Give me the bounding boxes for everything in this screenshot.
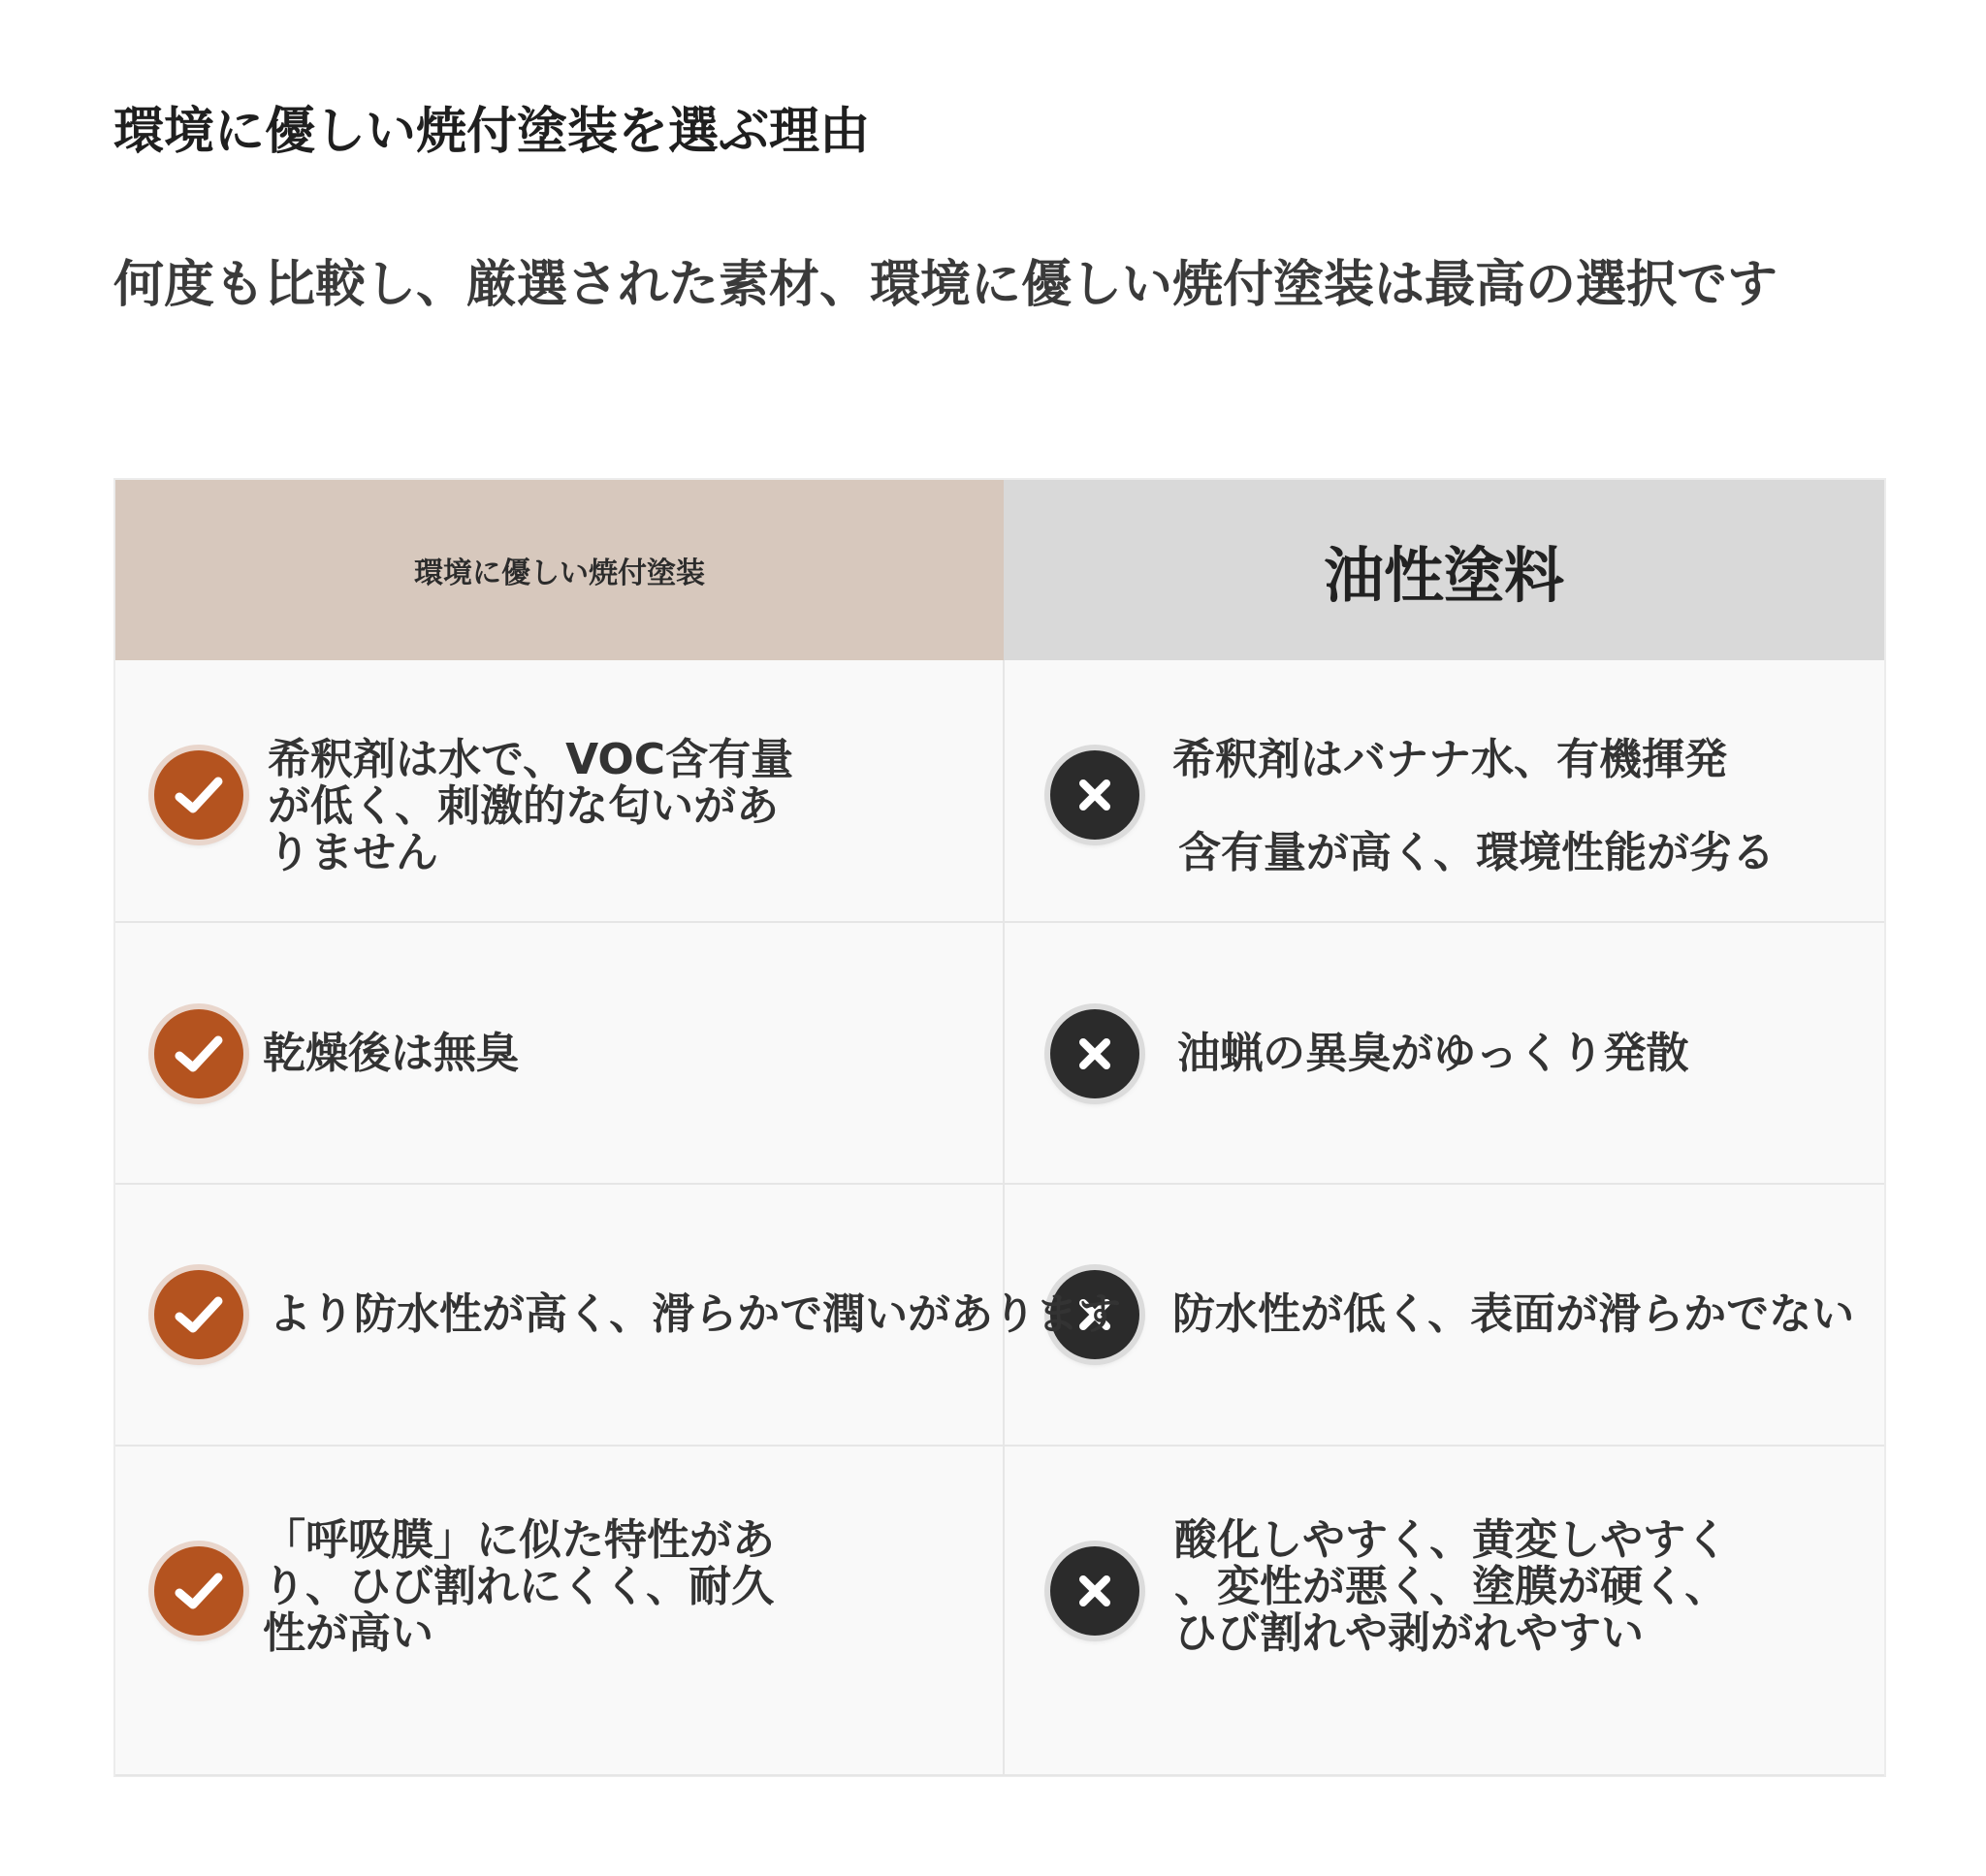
text-line: 油蝋の異臭がゆっくり発散 (1177, 1029, 1689, 1078)
row-3-eco-text (269, 1291, 1121, 1338)
row-2-eco-text (263, 1031, 519, 1077)
cross-icon (1050, 750, 1139, 840)
text-line: 防水性が低く、表面が滑らかでない (1172, 1289, 1855, 1339)
check-icon (154, 1270, 243, 1359)
row-1-eco-text (268, 737, 793, 876)
check-icon (154, 1546, 243, 1636)
text-line: 希釈剤は水で、VOC含有量 (268, 735, 794, 784)
text-line: 含有量が高く、環境性能が劣る (1178, 828, 1776, 877)
text-line: が低く、刺激的な匂いがあ (268, 781, 780, 831)
text-line: 「呼吸膜」に似た特性があ (263, 1515, 775, 1565)
text-line: りません (268, 828, 438, 877)
cross-icon (1050, 1546, 1139, 1636)
text-line: 性が高い (263, 1608, 433, 1658)
comparison-table (113, 478, 1886, 1777)
row-4-eco-text (263, 1517, 775, 1657)
header-label-right: 油性塗料 (1323, 539, 1564, 611)
row-2-oil-text (1177, 1031, 1689, 1077)
text-line: より防水性が高く、滑らかで潤いがあります (269, 1289, 1122, 1339)
row-divider (115, 1183, 1884, 1185)
column-divider (1003, 660, 1005, 1775)
text-line: ひび割れや剥がれやすい (1174, 1608, 1644, 1658)
header-label-left: 環境に優しい焼付塗装 (414, 556, 705, 590)
table-header-oil-paint (1004, 480, 1884, 660)
row-1-oil-text (1172, 737, 1775, 876)
row-3-oil-text (1172, 1291, 1854, 1338)
check-icon (154, 1009, 243, 1098)
text-line: 酸化しやすく、黄変しやすく (1174, 1515, 1729, 1565)
text-line: り、ひび割れにくく、耐久 (263, 1562, 775, 1611)
row-divider (115, 1445, 1884, 1447)
row-divider (115, 921, 1884, 923)
text-line: 乾燥後は無臭 (263, 1029, 519, 1078)
page-heading: 環境に優しい焼付塗装を選ぶ理由 (113, 103, 871, 161)
cross-icon (1050, 1009, 1139, 1098)
row-divider (115, 1774, 1884, 1776)
text-line: 、変性が悪く、塗膜が硬く、 (1174, 1562, 1728, 1611)
text-line: 希釈剤はバナナ水、有機揮発 (1172, 735, 1727, 784)
table-header-eco-coating (115, 480, 1004, 660)
row-4-oil-text (1174, 1517, 1728, 1657)
page-subheading: 何度も比較し、厳選された素材、環境に優しい焼付塗装は最高の選択です (113, 256, 1778, 314)
check-icon (154, 750, 243, 840)
